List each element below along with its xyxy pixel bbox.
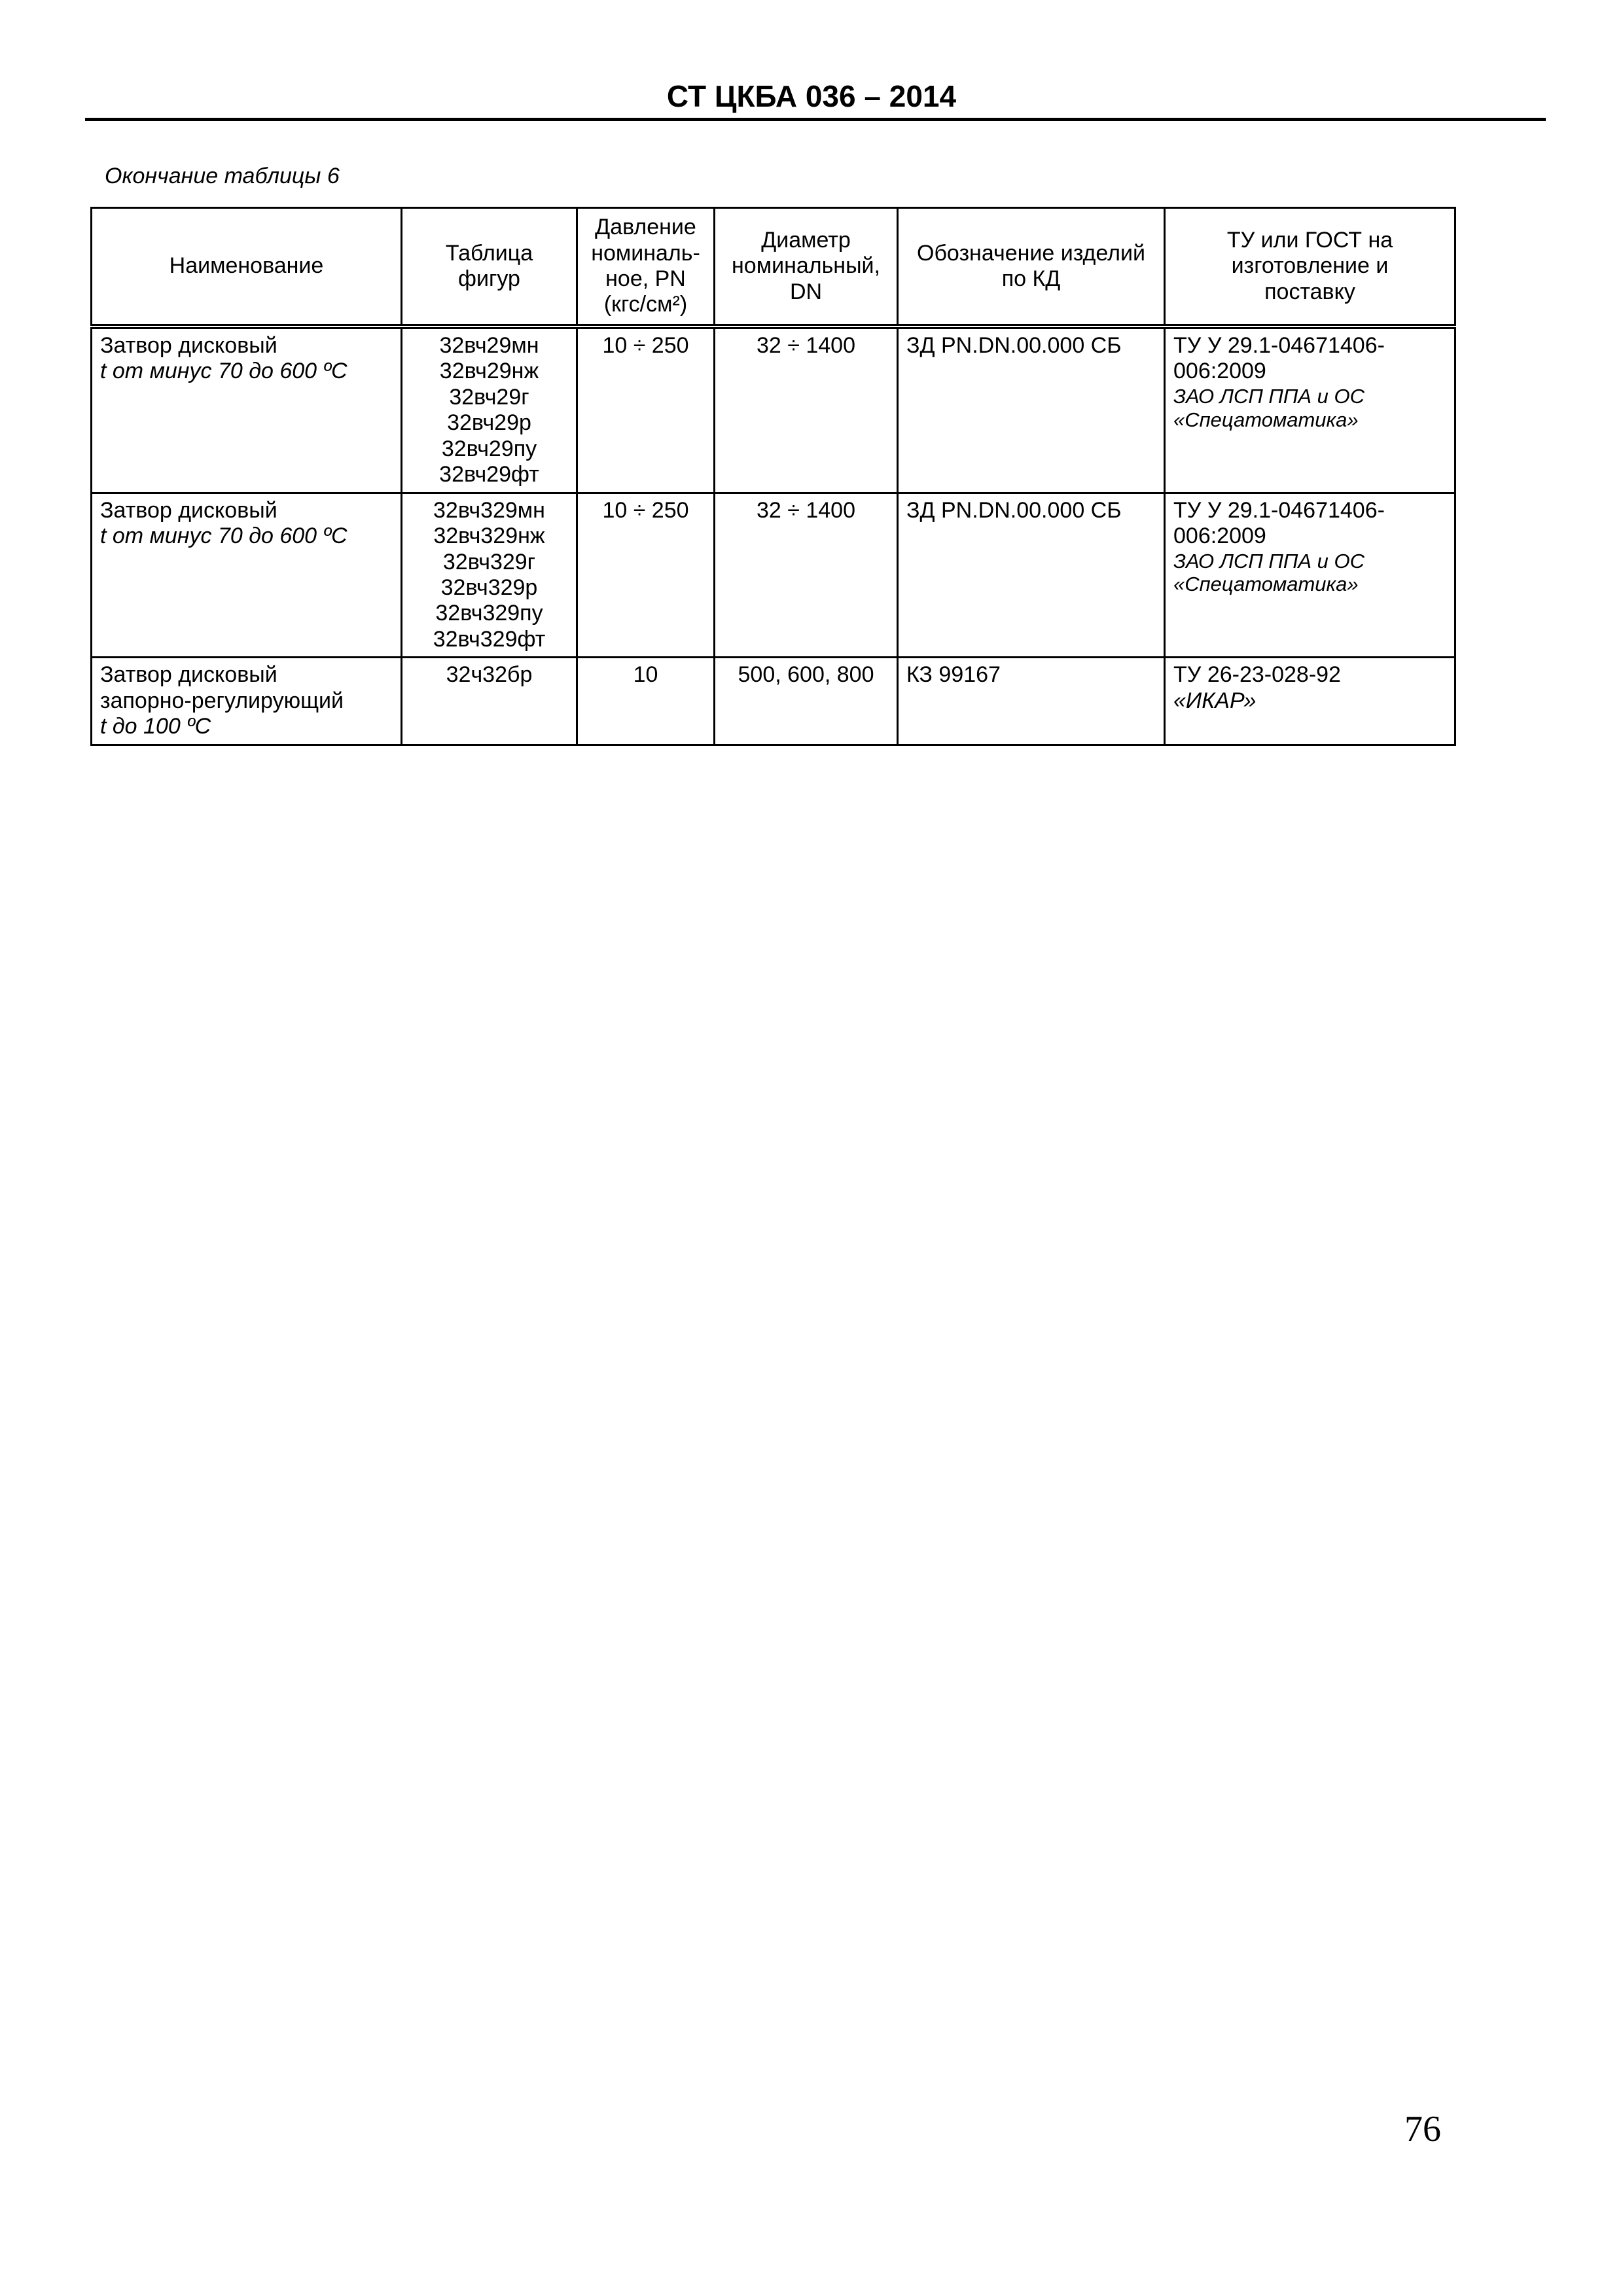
temperature-range: t до 100 ºC	[100, 714, 211, 739]
column-header-line: Наименование	[169, 253, 324, 279]
column-header-line: ТУ или ГОСТ на	[1226, 227, 1393, 253]
cell-designation: ЗД PN.DN.00.000 СБ	[898, 327, 1165, 493]
cell-pressure: 10 ÷ 250	[577, 327, 715, 493]
standard-code: 006:2009	[1173, 523, 1266, 549]
column-header-line: фигур	[458, 266, 520, 291]
figure-code: 32вч329мн	[433, 497, 545, 523]
figure-code: 32вч29нж	[439, 359, 539, 384]
standard-code: ТУ 26-23-028-92	[1173, 662, 1341, 688]
table-caption: Окончание таблицы 6	[105, 164, 340, 188]
column-header-line: ное, PN	[605, 266, 686, 291]
column-header-diameter	[715, 208, 898, 327]
cell-pressure: 10	[577, 658, 715, 745]
standard-code: 006:2009	[1173, 359, 1266, 384]
column-header-line: по КД	[1001, 266, 1061, 291]
table-row	[92, 327, 1455, 493]
figure-code: 32вч29мн	[439, 333, 539, 358]
manufacturer: ЗАО ЛСП ППА и ОС	[1173, 384, 1364, 408]
manufacturer: «ИКАР»	[1173, 688, 1257, 713]
column-header-line: номиналь-	[591, 240, 700, 266]
figure-code: 32вч29пу	[441, 436, 537, 461]
column-header-line: номинальный,	[732, 253, 880, 279]
cell-diameter: 500, 600, 800	[715, 658, 898, 745]
cell-figures	[402, 493, 577, 658]
product-name: Затвор дисковый	[100, 497, 277, 523]
cell-designation: ЗД PN.DN.00.000 СБ	[898, 493, 1165, 658]
figure-code: 32вч329фт	[433, 626, 546, 652]
figure-code: 32ч32бр	[446, 662, 533, 688]
column-header-name	[92, 208, 402, 327]
figure-code: 32вч29г	[449, 384, 529, 410]
figure-code: 32вч329нж	[433, 523, 545, 549]
column-header-designation	[898, 208, 1165, 327]
column-header-line: изготовление и	[1231, 253, 1389, 279]
cell-pressure: 10 ÷ 250	[577, 493, 715, 658]
figure-code: 32вч329г	[442, 549, 536, 574]
column-header-line: Диаметр	[761, 227, 851, 253]
manufacturer: «Спецатоматика»	[1173, 573, 1359, 596]
document-code-header: СТ ЦКБА 036 – 2014	[666, 79, 957, 113]
column-header-figures	[402, 208, 577, 327]
figure-code: 32вч329р	[440, 574, 538, 600]
column-header-standard	[1165, 208, 1455, 327]
product-name: Затвор дисковый	[100, 662, 277, 688]
page-number: 76	[1404, 2109, 1441, 2149]
cell-diameter: 32 ÷ 1400	[715, 327, 898, 493]
cell-name	[92, 493, 402, 658]
table-row	[92, 658, 1455, 745]
valve-spec-table	[90, 207, 1456, 746]
column-header-line: Таблица	[445, 240, 533, 266]
column-header-line: Обозначение изделий	[917, 240, 1145, 266]
manufacturer: ЗАО ЛСП ППА и ОС	[1173, 549, 1364, 573]
table-row	[92, 493, 1455, 658]
column-header-line: Давление	[595, 215, 696, 240]
product-name: запорно-регулирующий	[100, 688, 344, 713]
column-header-line: (кгс/см²)	[603, 292, 688, 317]
cell-figures	[402, 658, 577, 745]
column-header-line: DN	[789, 279, 823, 304]
cell-diameter: 32 ÷ 1400	[715, 493, 898, 658]
figure-code: 32вч29фт	[439, 462, 539, 487]
cell-designation: КЗ 99167	[898, 658, 1165, 745]
cell-standard	[1165, 327, 1455, 493]
cell-name	[92, 327, 402, 493]
cell-standard	[1165, 493, 1455, 658]
cell-standard	[1165, 658, 1455, 745]
figure-code: 32вч329пу	[435, 601, 543, 626]
manufacturer: «Спецатоматика»	[1173, 408, 1359, 431]
header-rule	[85, 118, 1546, 121]
standard-code: ТУ У 29.1-04671406-	[1173, 333, 1385, 358]
standard-code: ТУ У 29.1-04671406-	[1173, 497, 1385, 523]
table-header-row	[92, 208, 1455, 327]
column-header-line: поставку	[1264, 279, 1355, 304]
cell-name	[92, 658, 402, 745]
column-header-pressure	[577, 208, 715, 327]
figure-code: 32вч29р	[447, 410, 531, 436]
temperature-range: t от минус 70 до 600 ºC	[100, 359, 348, 384]
product-name: Затвор дисковый	[100, 333, 277, 358]
temperature-range: t от минус 70 до 600 ºC	[100, 523, 348, 549]
cell-figures	[402, 327, 577, 493]
